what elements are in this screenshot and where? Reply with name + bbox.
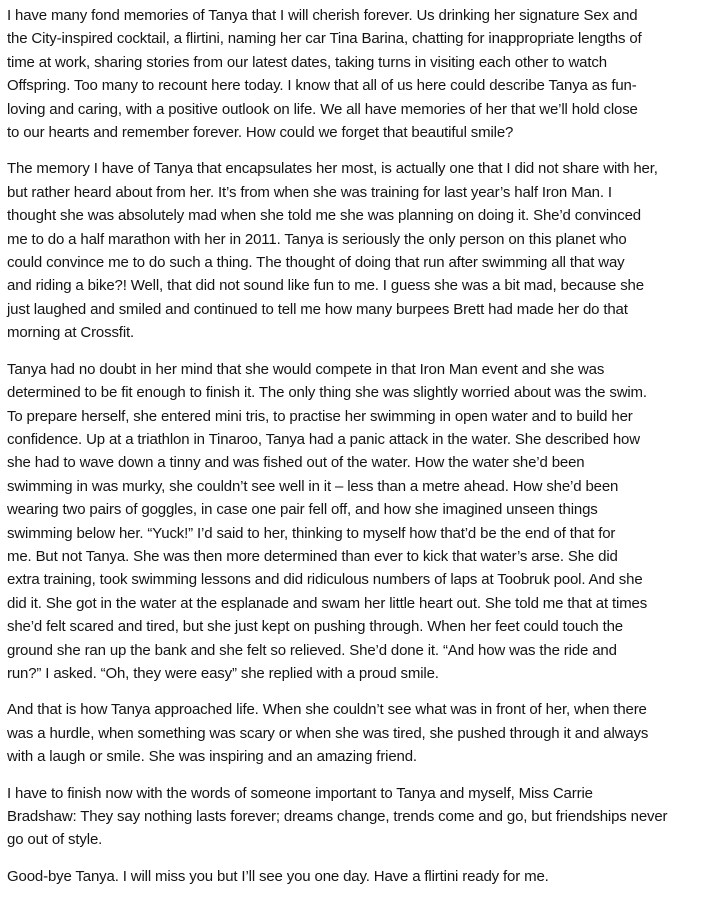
text-line: was a hurdle, when something was scary or when she was tired, she pushed through it and always [7,724,649,742]
text-line: swimming below her. “Yuck!” I’d said to her, thinking to myself how that’d be the end of that for [7,524,616,542]
text-line: swimming in was murky, she couldn’t see well in it – less than a metre ahead. How she’d been [7,477,619,495]
text-line: she’d felt scared and tired, but she just kept on pushing through. When her feet could touch the [7,618,624,636]
paragraph-swim-story [7,358,702,686]
text-line: morning at Crossfit. [7,324,135,342]
text-line: I have to finish now with the words of someone important to Tanya and myself, Miss Carrie [7,784,593,802]
text-line: To prepare herself, she entered mini tris, to practise her swimming in open water and to build her [7,407,633,425]
text-line: And that is how Tanya approached life. When she couldn’t see what was in front of her, when there [7,701,647,719]
text-line: time at work, sharing stories from our latest dates, taking turns in visiting each other to watch [7,53,607,71]
text-line: determined to be fit enough to finish it. The only thing she was slightly worried about was the swim. [7,384,647,402]
text-line: extra training, took swimming lessons and did ridiculous numbers of laps at Toobruk pool. And she [7,571,643,589]
text-line: but rather heard about from her. It’s from when she was training for last year’s half Iron Man. I [7,183,612,201]
text-line: loving and caring, with a positive outlook on life. We all have memories of her that we’ll hold close [7,100,638,118]
text-line: me to do a half marathon with her in 2011. Tanya is seriously the only person on this planet who [7,230,627,248]
text-line: just laughed and smiled and continued to tell me how many burpees Brett had made her do that [7,300,628,318]
paragraph-fond-memories [7,4,702,144]
text-line: I have many fond memories of Tanya that I will cherish forever. Us drinking her signature Sex and [7,7,638,24]
text-line: did it. She got in the water at the esplanade and swam her little heart out. She told me that at times [7,594,648,612]
paragraph-carrie-bradshaw-quote [7,782,702,852]
text-line: me. But not Tanya. She was then more determined than ever to kick that water’s arse. She did [7,547,618,565]
text-line: thought she was absolutely mad when she told me she was planning on doing it. She’d convinced [7,207,641,225]
paragraph-approach-to-life [7,698,702,768]
text-line: confidence. Up at a triathlon in Tinaroo, Tanya had a panic attack in the water. She described how [7,430,640,448]
text-line: Bradshaw: They say nothing lasts forever; dreams change, trends come and go, but friendships never [7,808,668,825]
text-line: Offspring. Too many to recount here today. I know that all of us here could describe Tanya as fun- [7,77,637,95]
text-line: wearing two pairs of goggles, in case one pair fell off, and how she imagined unseen things [7,501,598,519]
text-line: could convince me to do such a thing. The thought of doing that run after swimming all that way [7,254,625,272]
text-line: The memory I have of Tanya that encapsulates her most, is actually one that I did not share with her, [7,160,658,178]
paragraph-memory-iron-man [7,157,702,344]
text-line: and riding a bike?! Well, that did not sound like fun to me. I guess she was a bit mad, because she [7,277,644,295]
paragraph-good-bye [7,865,702,888]
text-line: she had to wave down a tinny and was fished out of the water. How the water she’d been [7,454,585,472]
text-line: the City-inspired cocktail, a flirtini, naming her car Tina Barina, chatting for inappropriate lengths of [7,30,642,48]
text-line: with a laugh or smile. She was inspiring and an amazing friend. [7,748,417,766]
text-line: go out of style. [7,831,103,849]
text-line: ground she ran up the bank and she felt so relieved. She’d done it. “And how was the ride and [7,641,617,659]
text-line: run?” I asked. “Oh, they were easy” she replied with a proud smile. [7,664,439,682]
text-line: Good-bye Tanya. I will miss you but I’ll see you one day. Have a flirtini ready for me. [7,867,549,885]
text-line: to our hearts and remember forever. How could we forget that beautiful smile? [7,124,514,142]
text-line: Tanya had no doubt in her mind that she would compete in that Iron Man event and she was [7,360,605,378]
